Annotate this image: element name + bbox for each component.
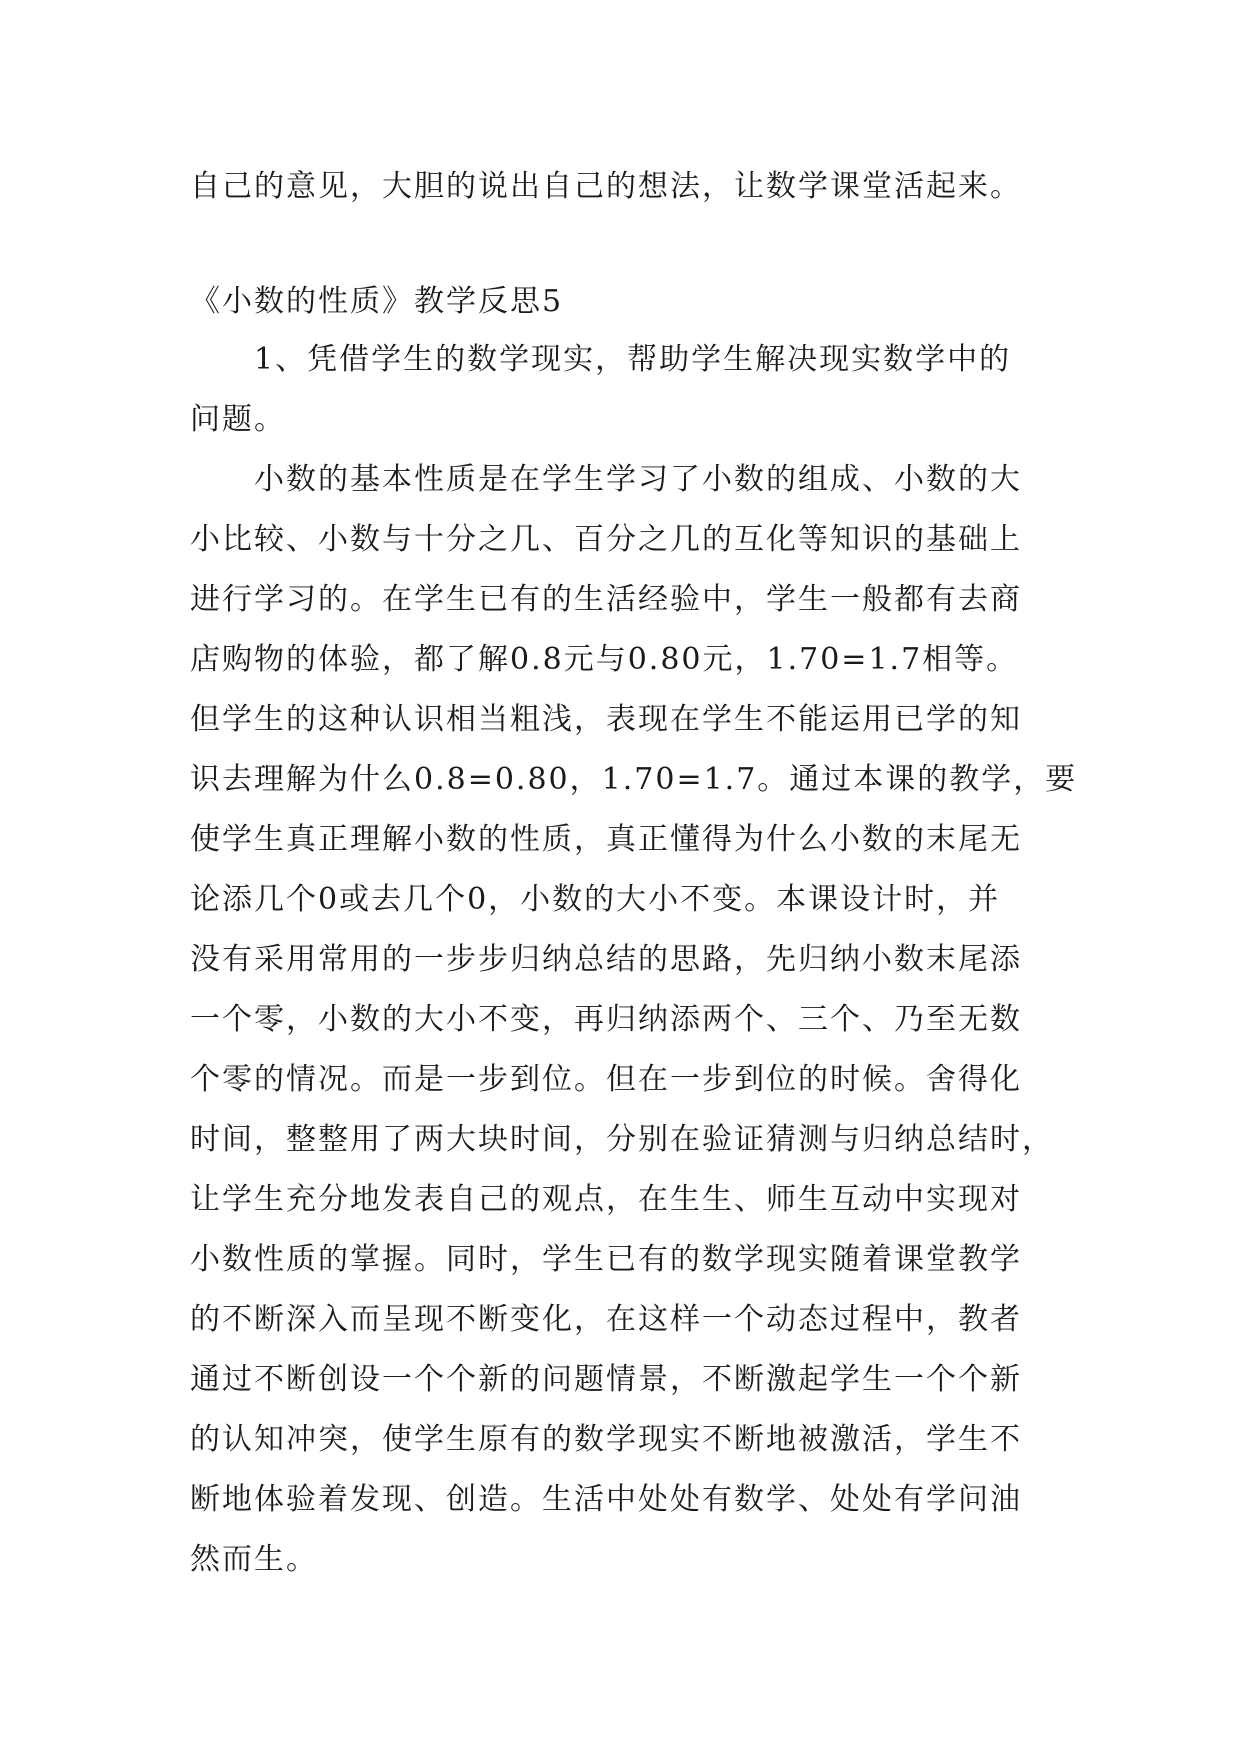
- paragraph-line: 让学生充分地发表自己的观点，在生生、师生互动中实现对: [190, 1182, 1022, 1217]
- heading-text: 《小数的性质》教学反思5: [190, 284, 564, 319]
- section-heading: [190, 272, 1050, 332]
- paragraph-line: 的认知冲突，使学生原有的数学现实不断地被激活，学生不: [190, 1422, 1022, 1457]
- paragraph-line: 的不断深入而呈现不断变化，在这样一个动态过程中，教者: [190, 1302, 1022, 1337]
- paragraph-line: 断地体验着发现、创造。生活中处处有数学、处处有学问油: [190, 1482, 1022, 1517]
- paragraph-line: 使学生真正理解小数的性质，真正懂得为什么小数的末尾无: [190, 822, 1022, 857]
- paragraph-line: 店购物的体验，都了解0.8元与0.80元，1.70=1.7相等。: [190, 642, 1019, 677]
- paragraph-line: 进行学习的。在学生已有的生活经验中，学生一般都有去商: [190, 582, 1022, 617]
- paragraph-line: 自己的意见，大胆的说出自己的想法，让数学课堂活起来。: [190, 169, 1022, 204]
- paragraph-line: 小数性质的掌握。同时，学生已有的数学现实随着课堂教学: [190, 1242, 1022, 1277]
- paragraph-line: 问题。: [190, 402, 286, 437]
- paragraph-line: 个零的情况。而是一步到位。但在一步到位的时候。舍得化: [190, 1062, 1022, 1097]
- body-text: [190, 330, 1078, 1590]
- paragraph-line: 时间，整整用了两大块时间，分别在验证猜测与归纳总结时，: [190, 1122, 1054, 1157]
- carryover-paragraph: [190, 157, 1050, 217]
- paragraph-line: 论添几个0或去几个0，小数的大小不变。本课设计时，并: [190, 882, 1001, 917]
- paragraph-line: 小数的基本性质是在学生学习了小数的组成、小数的大: [254, 462, 1022, 497]
- paragraph-line: 但学生的这种认识相当粗浅，表现在学生不能运用已学的知: [190, 702, 1022, 737]
- paragraph-line: 1、凭借学生的数学现实，帮助学生解决现实数学中的: [254, 342, 1012, 377]
- paragraph-line: 然而生。: [190, 1542, 318, 1577]
- paragraph-line: 一个零，小数的大小不变，再归纳添两个、三个、乃至无数: [190, 1002, 1022, 1037]
- paragraph-line: 小比较、小数与十分之几、百分之几的互化等知识的基础上: [190, 522, 1022, 557]
- paragraph-line: 没有采用常用的一步步归纳总结的思路，先归纳小数末尾添: [190, 942, 1022, 977]
- paragraph-line: 识去理解为什么0.8=0.80，1.70=1.7。通过本课的教学，要: [190, 762, 1078, 797]
- paragraph-line: 通过不断创设一个个新的问题情景，不断激起学生一个个新: [190, 1362, 1022, 1397]
